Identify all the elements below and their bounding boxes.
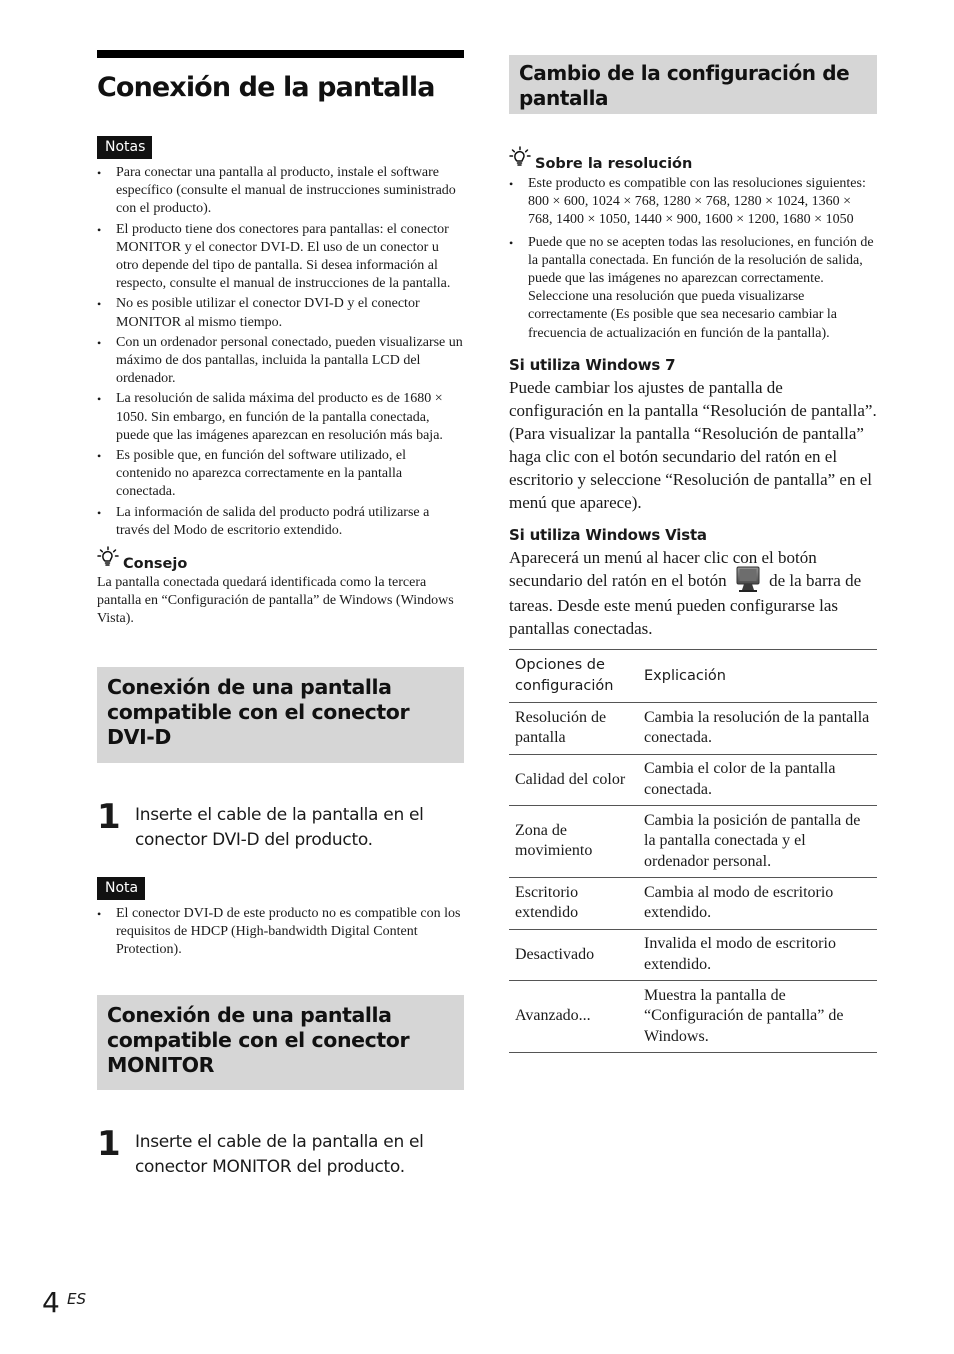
table-row [509,702,877,754]
display-taskbar-icon [733,564,763,594]
table-header-row [509,649,877,702]
page-number: 4 [42,1286,60,1319]
tip-title: Consejo [123,556,188,573]
resolution-list [509,175,877,343]
list-item: • Para conectar una pantalla al producto, instale el software específico (consulte el manual de instrucciones suministrado con el producto). [97,164,464,219]
dvi-section-header [97,667,464,763]
list-item: • El producto tiene dos conectores para pantallas: el conector MONITOR y el conector DVI-D. El uso de un conector u otro depende del tipo de pantalla. Si desea información al respecto, consulte el manual de instrucciones de la pantalla. [97,221,464,294]
dvi-step [97,796,464,853]
config-section-title: Cambio de la configuración de pantalla [519,61,850,110]
table-cell: Muestra la pantalla de “Configuración de pantalla” de Windows. [638,980,877,1052]
tip-heading [97,546,464,573]
page-title: Conexión de la pantalla [97,72,435,103]
left-column [97,50,464,1180]
table-row [509,980,877,1052]
list-item: • Puede que no se acepten todas las resoluciones, en función de la pantalla conectada. En función de la resolución de salida, puede que las imágenes no aparezcan correctamente. Seleccione una resolución que pueda visualizarse correctamente (Es posible que sea necesario cambiar la frecuencia de actualización en función de la pantalla). [509,234,877,343]
notes-tag: Notas [97,136,152,159]
resolution-title: Sobre la resolución [535,156,693,172]
list-item: • La información de salida del producto podrá utilizarse a través del Modo de escritorio extendido. [97,504,464,540]
table-cell: Invalida el modo de escritorio extendido. [638,929,877,980]
table-row [509,929,877,980]
right-column [509,55,877,1053]
dvi-note-list [97,905,464,960]
step-number: 1 [97,1124,121,1165]
table-cell: Desactivado [509,929,638,980]
options-table [509,649,877,1053]
table-cell: Cambia la resolución de la pantalla conectada. [638,702,877,754]
step-number: 1 [97,796,121,837]
table-cell: Escritorio extendido [509,877,638,929]
dvi-section-title: Conexión de una pantalla compatible con el conector DVI-D [107,674,410,749]
table-cell: Cambia la posición de pantalla de la pantalla conectada y el ordenador personal. [638,805,877,877]
page-language: ES [67,1290,86,1308]
list-item: • Con un ordenador personal conectado, pueden visualizarse un máximo de dos pantallas, incluida la pantalla LCD del ordenador. [97,334,464,389]
lightbulb-icon [509,146,535,173]
list-item: • No es posible utilizar el conector DVI-D y el conector MONITOR al mismo tiempo. [97,295,464,331]
notes-list [97,164,464,540]
vista-text [509,546,877,640]
tip-text: La pantalla conectada quedará identificada como la tercera pantalla en “Configuración de pantalla” de Windows (Windows Vista). [97,575,454,627]
list-item: • El conector DVI-D de este producto no es compatible con los requisitos de HDCP (High-bandwidth Digital Content Protection). [97,905,464,960]
table-cell: Zona de movimiento [509,805,638,877]
vista-text-after: de la barra de tareas. Desde este menú pueden configurarse las pantallas conectadas. [509,570,862,638]
table-header-cell: Explicación [638,649,877,702]
table-cell: Resolución de pantalla [509,702,638,754]
monitor-step [97,1124,464,1180]
step-text: Inserte el cable de la pantalla en el conector DVI-D del producto. [135,804,424,850]
table-cell: Cambia al modo de escritorio extendido. [638,877,877,929]
vista-text-before: Aparecerá un menú al hacer clic con el botón secundario del ratón en el botón [509,547,817,590]
table-row [509,805,877,877]
lightbulb-icon [97,546,123,573]
list-item: • Es posible que, en función del software utilizado, el contenido no aparezca correctamente en la pantalla conectada. [97,447,464,502]
note-tag: Nota [97,877,145,900]
title-rule [97,50,464,58]
table-cell: Avanzado... [509,980,638,1052]
table-header-cell: Opciones de configuración [509,649,638,702]
list-item: • La resolución de salida máxima del producto es de 1680 × 1050. Sin embargo, en función de la pantalla conectada, puede que las imágenes aparezcan en resolución más baja. [97,390,464,445]
resolution-heading [509,146,877,173]
step-text: Inserte el cable de la pantalla en el conector MONITOR del producto. [135,1132,424,1178]
monitor-section-title: Conexión de una pantalla compatible con el conector MONITOR [107,1003,410,1078]
monitor-section-header [97,995,464,1090]
list-item: • Este producto es compatible con las resoluciones siguientes: 800 × 600, 1024 × 768, 1280 × 768, 1280 × 1024, 1360 × 768, 1400 × 1050, 1440 × 900, 1600 × 1200, 1680 × 1050 [509,175,877,230]
vista-heading: Si utiliza Windows Vista [509,525,707,544]
table-row [509,877,877,929]
table-row [509,754,877,805]
win7-text: Puede cambiar los ajustes de pantalla de configuración en la pantalla “Resolución de pantalla”. (Para visualizar la pantalla “Resolución de pantalla” haga clic con el botón secundario del ratón en el escritorio y seleccione “Resolución de pantalla” en el menú que aparece). [509,377,877,512]
win7-heading: Si utiliza Windows 7 [509,355,676,374]
table-cell: Calidad del color [509,754,638,805]
config-section-header [509,55,877,114]
table-cell: Cambia el color de la pantalla conectada. [638,754,877,805]
